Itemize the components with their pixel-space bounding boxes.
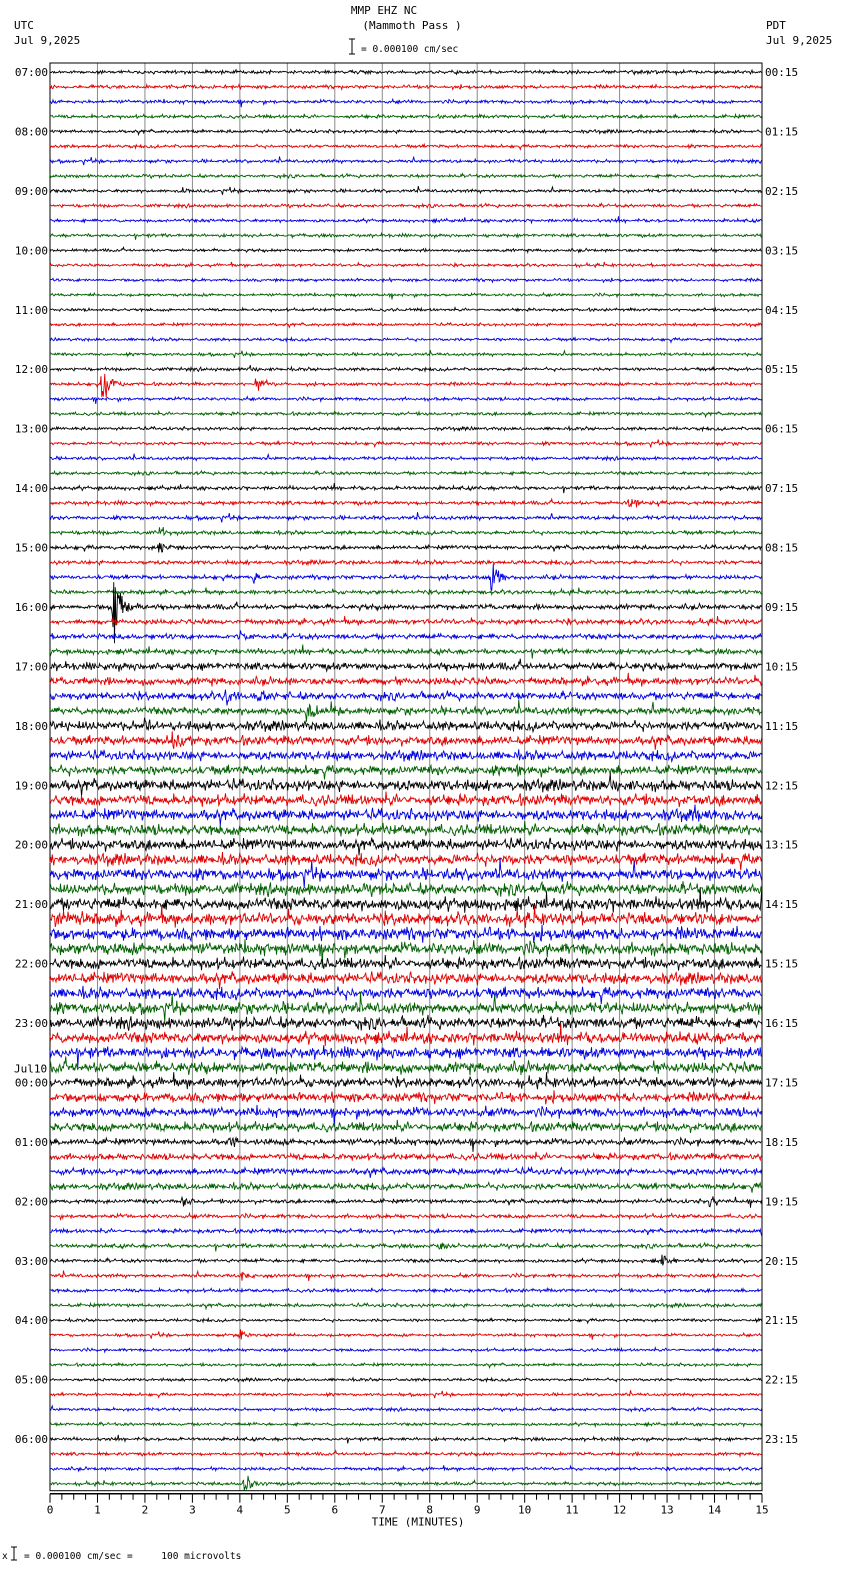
utc-hour-label: 06:00 [14, 1433, 48, 1447]
right-timezone: PDT [766, 19, 786, 32]
x-tick-label: 7 [378, 1503, 386, 1517]
utc-hour-label: 04:00 [14, 1314, 48, 1328]
trace-line [50, 1228, 762, 1236]
trace-line [50, 1182, 762, 1193]
station-location: (Mammoth Pass ) [362, 19, 462, 32]
utc-hour-label: 03:00 [14, 1254, 48, 1268]
trace-line [50, 350, 762, 358]
trace-line [50, 114, 762, 119]
pdt-hour-label: 09:15 [765, 600, 799, 614]
trace-line [50, 527, 762, 535]
trace-line [50, 986, 762, 1004]
utc-hour-label: 17:00 [14, 660, 48, 674]
trace-line [50, 1288, 762, 1293]
right-date: Jul 9,2025 [766, 34, 833, 47]
trace-line [50, 1390, 762, 1398]
pdt-hour-label: 03:15 [765, 244, 799, 258]
trace-line [50, 1451, 762, 1456]
traces [50, 70, 762, 1491]
utc-hour-label: 23:00 [14, 1017, 48, 1031]
trace-line [50, 1196, 762, 1207]
utc-hour-label: 18:00 [14, 719, 48, 733]
utc-hour-label: 22:00 [14, 957, 48, 971]
trace-line [50, 1378, 762, 1382]
trace-line [50, 84, 762, 89]
trace-line [50, 731, 762, 749]
utc-hour-label: 00:00 [14, 1076, 48, 1090]
pdt-hour-label: 20:15 [765, 1254, 799, 1268]
utc-hour-label: 05:00 [14, 1373, 48, 1387]
pdt-hour-label: 17:15 [765, 1076, 799, 1090]
x-tick-label: 0 [46, 1503, 54, 1517]
footer-scale-prefix: х [2, 1551, 8, 1562]
trace-line [50, 773, 762, 796]
trace-line [50, 1120, 762, 1133]
trace-line [50, 471, 762, 475]
scale-bar-icon [349, 39, 355, 54]
trace-line [50, 323, 762, 328]
x-tick-label: 10 [518, 1503, 532, 1517]
trace-line [50, 1271, 762, 1282]
x-tick-label: 15 [755, 1503, 769, 1517]
trace-line [50, 1476, 762, 1491]
pdt-hour-label: 07:15 [765, 482, 799, 496]
pdt-hour-label: 21:15 [765, 1314, 799, 1328]
trace-line [50, 1303, 762, 1309]
x-tick-label: 1 [94, 1503, 101, 1517]
trace-line [50, 1406, 762, 1412]
pdt-hour-label: 19:15 [765, 1195, 799, 1209]
trace-line [50, 1072, 762, 1089]
trace-line [50, 374, 762, 398]
trace-line [50, 749, 762, 761]
left-timezone: UTC [14, 19, 34, 32]
x-axis-title: TIME (MINUTES) [371, 1515, 465, 1529]
trace-line [50, 858, 762, 888]
trace-line [50, 645, 762, 659]
utc-hour-label: 15:00 [14, 541, 48, 555]
utc-hour-label: 11:00 [14, 303, 48, 317]
trace-line [50, 499, 762, 507]
utc-hour-label: 07:00 [14, 66, 48, 79]
pdt-hour-label: 12:15 [765, 779, 799, 793]
trace-line [50, 821, 762, 836]
trace-line [50, 1213, 762, 1219]
trace-line [50, 852, 762, 870]
trace-line [50, 411, 762, 417]
utc-hour-label: 13:00 [14, 422, 48, 436]
x-tick-label: 8 [426, 1503, 434, 1517]
trace-line [50, 512, 762, 522]
footer-scale-bar-icon [11, 1547, 17, 1560]
x-tick-label: 11 [565, 1503, 579, 1517]
trace-line [50, 365, 762, 371]
x-tick-label: 2 [141, 1503, 149, 1517]
trace-line [50, 1363, 762, 1368]
trace-line [50, 99, 762, 107]
trace-line [50, 881, 762, 897]
footer-scale-label: = 0.000100 cm/sec = 100 microvolts [24, 1551, 242, 1562]
trace-line [50, 156, 762, 165]
x-tick-label: 9 [473, 1503, 481, 1517]
pdt-hour-label: 16:15 [765, 1017, 799, 1031]
trace-line [50, 588, 762, 595]
trace-line [50, 659, 762, 672]
pdt-hour-label: 10:15 [765, 660, 799, 674]
trace-line [50, 718, 762, 732]
trace-line [50, 1243, 762, 1252]
trace-line [50, 1255, 762, 1266]
utc-hour-label: 20:00 [14, 838, 48, 852]
trace-line [50, 262, 762, 267]
trace-line [50, 203, 762, 208]
utc-hour-label: 16:00 [14, 600, 48, 614]
trace-line [50, 1015, 762, 1031]
x-tick-label: 13 [660, 1503, 674, 1517]
utc-hour-label: 02:00 [14, 1195, 48, 1209]
pdt-hour-label: 06:15 [765, 422, 799, 436]
trace-line [50, 765, 762, 780]
trace-line [50, 233, 762, 239]
trace-line [50, 174, 762, 179]
trace-line [50, 616, 762, 626]
utc-hour-label: 19:00 [14, 779, 48, 793]
trace-line [50, 308, 762, 312]
pdt-hour-label: 18:15 [765, 1135, 799, 1149]
pdt-hour-label: 01:15 [765, 125, 799, 139]
x-tick-label: 5 [284, 1503, 291, 1517]
pdt-hour-label: 14:15 [765, 898, 799, 912]
trace-line [50, 1056, 762, 1075]
x-axis [47, 1494, 769, 1529]
utc-hour-label: 12:00 [14, 363, 48, 377]
x-tick-label: 6 [331, 1503, 339, 1517]
pdt-hour-label: 02:15 [765, 184, 799, 198]
pdt-hour-label: 13:15 [765, 838, 799, 852]
x-tick-label: 4 [236, 1503, 244, 1517]
pdt-hour-label: 23:15 [765, 1433, 799, 1447]
x-tick-label: 3 [189, 1503, 196, 1517]
pdt-hour-label: 08:15 [765, 541, 799, 555]
trace-line [50, 1465, 762, 1471]
trace-line [50, 1348, 762, 1352]
trace-line [50, 971, 762, 989]
trace-line [50, 925, 762, 943]
utc-hour-label: 21:00 [14, 898, 48, 912]
pdt-hour-label: 05:15 [765, 363, 799, 377]
utc-hour-label: 14:00 [14, 482, 48, 496]
trace-line [50, 805, 762, 826]
trace-line [50, 129, 762, 134]
pdt-hour-label: 00:15 [765, 66, 799, 79]
pdt-hour-label: 22:15 [765, 1373, 799, 1387]
trace-line [50, 186, 762, 195]
pdt-hour-label: 11:15 [765, 719, 799, 733]
x-tick-label: 12 [612, 1503, 627, 1517]
x-tick-label: 14 [707, 1503, 722, 1517]
trace-line [50, 1167, 762, 1177]
trace-line [50, 690, 762, 706]
trace-line [50, 700, 762, 722]
trace-line [50, 1137, 762, 1152]
trace-line [50, 543, 762, 553]
trace-line [50, 1421, 762, 1426]
trace-line [50, 1329, 762, 1339]
trace-line [50, 792, 762, 808]
trace-line [50, 564, 762, 590]
trace-line [50, 1090, 762, 1104]
trace-line [50, 338, 762, 343]
pdt-hour-label: 15:15 [765, 957, 799, 971]
trace-line [50, 216, 762, 223]
trace-line [50, 439, 762, 447]
trace-line [50, 144, 762, 149]
station-title: MMP EHZ NC [350, 4, 418, 17]
trace-line [50, 293, 762, 300]
trace-line [50, 838, 762, 856]
left-date: Jul 9,2025 [14, 34, 81, 47]
trace-line [50, 1318, 762, 1323]
trace-line [50, 454, 762, 461]
trace-line [50, 483, 762, 493]
trace-line [50, 955, 762, 971]
trace-line [50, 1435, 762, 1444]
utc-hour-label: 01:00 [14, 1135, 48, 1149]
trace-line [50, 992, 762, 1022]
trace-line [50, 631, 762, 640]
trace-line [50, 560, 762, 565]
trace-line [50, 278, 762, 282]
scale-label: = 0.000100 cm/sec [361, 44, 459, 55]
trace-line [50, 397, 762, 404]
utc-hour-label: 09:00 [14, 184, 48, 198]
utc-hour-label: 10:00 [14, 244, 48, 258]
pdt-hour-label: 04:15 [765, 303, 799, 317]
trace-line [50, 247, 762, 252]
utc-hour-label: 08:00 [14, 125, 48, 139]
trace-line [50, 70, 762, 75]
trace-line [50, 426, 762, 430]
trace-line [50, 1152, 762, 1161]
date-change-label: Jul10 [14, 1062, 48, 1076]
trace-line [50, 673, 762, 687]
